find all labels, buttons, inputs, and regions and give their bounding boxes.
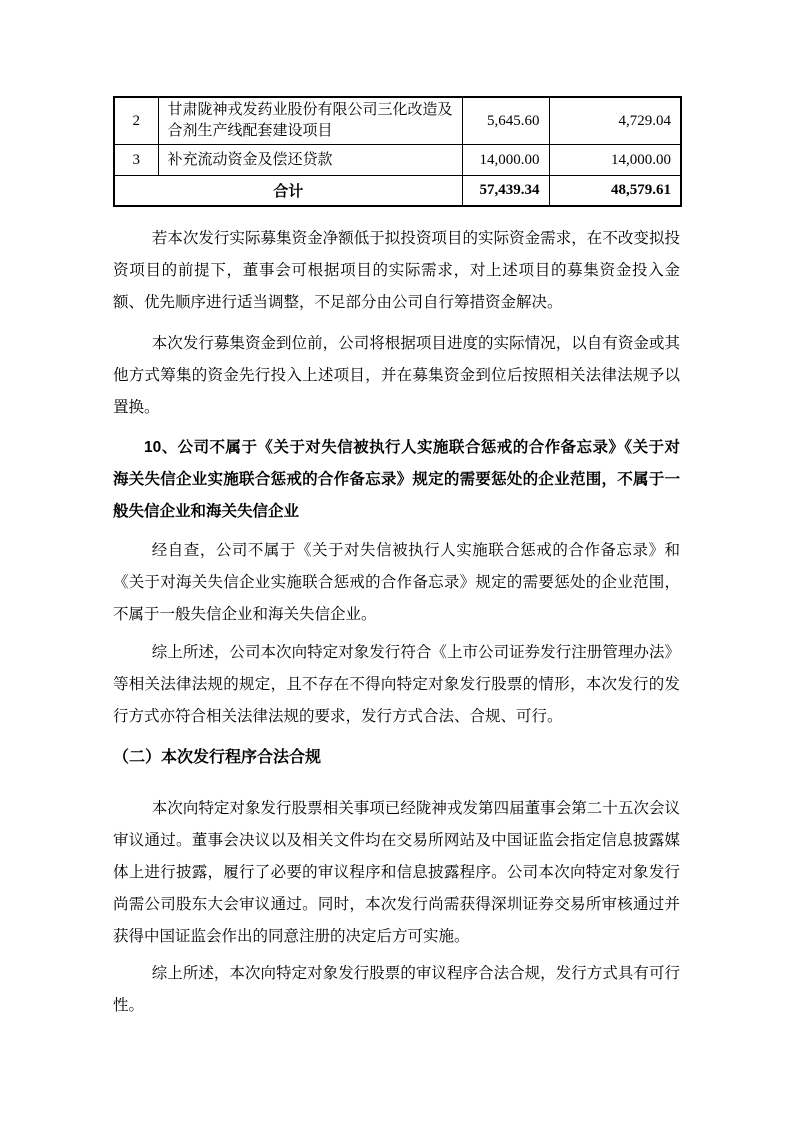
- investment-amount-cell: 14,000.00: [462, 145, 549, 176]
- page-content: [113, 0, 680, 1022]
- total-raised-cell: 48,579.61: [549, 176, 681, 206]
- paragraph-conclusion-method: 综上所述，公司本次向特定对象发行符合《上市公司证券发行注册管理办法》等相关法律法规的规定，且不存在不得向特定对象发行股票的情形，本次发行的发行方式亦符合相关法律法规的要求，发行方式合法、合规、可行。: [113, 643, 680, 725]
- row-index-cell: 2: [114, 97, 158, 145]
- row-index-cell: 3: [114, 145, 158, 176]
- table-total-row: [114, 176, 681, 206]
- table-row: [114, 145, 681, 176]
- paragraph-fund-adjustment: 若本次发行实际募集资金净额低于拟投资项目的实际资金需求，在不改变拟投资项目的前提下，董事会可根据项目的实际需求，对上述项目的募集资金投入金额、优先顺序进行适当调整，不足部分由公司自行筹措资金解决。: [113, 229, 680, 311]
- paragraph-fund-replacement: 本次发行募集资金到位前，公司将根据项目进度的实际情况，以自有资金或其他方式筹集的资金先行投入上述项目，并在募集资金到位后按照相关法律法规予以置换。: [113, 334, 680, 416]
- project-name-cell: 甘肃陇神戎发药业股份有限公司三化改造及合剂生产线配套建设项目: [158, 97, 462, 145]
- heading-item-10: 10、公司不属于《关于对失信被执行人实施联合惩戒的合作备忘录》《关于对海关失信企业实施联合惩戒的合作备忘录》规定的需要惩处的企业范围，不属于一般失信企业和海关失信企业: [113, 438, 680, 520]
- paragraph-approval-procedure: 本次向特定对象发行股票相关事项已经陇神戎发第四届董事会第二十五次会议审议通过。董事会决议以及相关文件均在交易所网站及中国证监会指定信息披露媒体上进行披露，履行了必要的审议程序和信息披露程序。公司本次向特定对象发行尚需公司股东大会审议通过。同时，本次发行尚需获得深圳证券交易所审核通过并获得中国证监会作出的同意注册的决定后方可实施。: [113, 799, 680, 945]
- fundraising-projects-table: [113, 96, 682, 207]
- paragraph-self-inspection: 经自查，公司不属于《关于对失信被执行人实施联合惩戒的合作备忘录》和《关于对海关失信企业实施联合惩戒的合作备忘录》规定的需要惩处的企业范围，不属于一般失信企业和海关失信企业。: [113, 541, 680, 623]
- total-label-cell: 合计: [114, 176, 462, 206]
- heading-section-2: （二）本次发行程序合法合规: [113, 748, 322, 766]
- table-row: [114, 97, 681, 145]
- raised-amount-cell: 14,000.00: [549, 145, 681, 176]
- raised-amount-cell: 4,729.04: [549, 97, 681, 145]
- project-name-cell: 补充流动资金及偿还贷款: [158, 145, 462, 176]
- investment-amount-cell: 5,645.60: [462, 97, 549, 145]
- paragraph-conclusion-procedure: 综上所述，本次向特定对象发行股票的审议程序合法合规，发行方式具有可行性。: [113, 964, 680, 1014]
- total-investment-cell: 57,439.34: [462, 176, 549, 206]
